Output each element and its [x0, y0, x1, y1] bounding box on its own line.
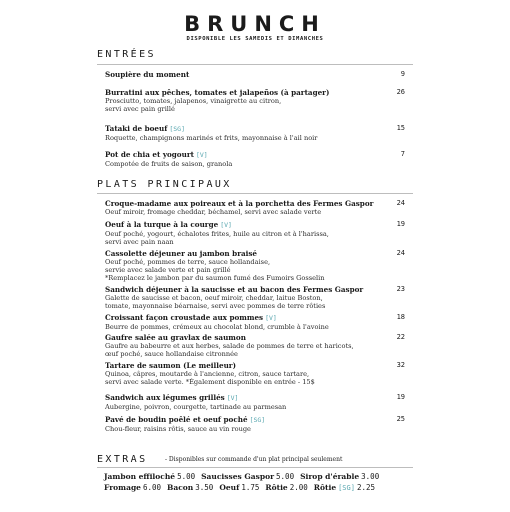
extra-name: Rôtie	[265, 483, 288, 492]
item-description: Compotée de fruits de saison, granola	[105, 160, 233, 168]
extra-price: 3.00	[361, 472, 380, 481]
menu-item	[105, 88, 405, 113]
extra-name: Jambon effiloché	[104, 472, 176, 481]
item-name: Soupière du moment	[105, 70, 190, 79]
extra-name: Fromage	[104, 483, 141, 492]
item-name: Sandwich aux légumes grillés [V]	[105, 393, 239, 402]
item-description: Prosciutto, tomates, jalapenos, vinaigrette au citron,	[105, 97, 282, 105]
item-price: 7	[400, 150, 405, 158]
item-price: 9	[400, 70, 405, 78]
dietary-tag: [SG]	[338, 484, 355, 492]
extra-price: 5.00	[177, 472, 196, 481]
extra-name: Sirop d'érable	[300, 472, 360, 481]
item-description: *Remplacez le jambon par du saumon fumé des Fumoirs Gosselin	[105, 274, 325, 282]
item-price: 18	[396, 313, 405, 321]
dietary-tag: [SG]	[169, 125, 185, 133]
extra-price: 5.00	[276, 472, 295, 481]
item-price: 15	[396, 124, 405, 132]
extra-price: 6.00	[142, 483, 162, 492]
menu-subtitle: DISPONIBLE LES SAMEDIS ET DIMANCHES	[186, 36, 324, 42]
extras-note: - Disponibles sur commande d'un plat principal seulement	[165, 456, 343, 463]
menu-item	[105, 361, 405, 386]
item-name: Burratini aux pêches, tomates et jalapeños (à partager)	[105, 88, 330, 97]
item-name: Tataki de boeuf [SG]	[105, 124, 185, 133]
extra-price: 1.75	[241, 483, 260, 492]
item-description: tomate, mayonnaise béarnaise, servi avec pommes de terre rôties	[105, 302, 326, 310]
section-divider	[97, 467, 413, 468]
menu-item	[105, 415, 405, 433]
menu-item	[105, 70, 405, 79]
section-title-extras: EXTRAS	[97, 454, 148, 465]
extra-name: Oeuf	[219, 483, 240, 492]
item-price: 19	[396, 220, 405, 228]
dietary-tag: [V]	[220, 221, 232, 229]
menu-item	[105, 124, 405, 142]
item-price: 24	[396, 249, 405, 257]
item-price: 23	[396, 285, 405, 293]
extra-price: 3.50	[195, 483, 214, 492]
item-name: Cassolette déjeuner au jambon braisé	[105, 249, 257, 258]
menu-item	[105, 393, 405, 411]
item-price: 32	[396, 361, 405, 369]
item-name: Sandwich déjeuner à la saucisse et au bacon des Fermes Gaspor	[105, 285, 364, 294]
item-description: Oeuf poché, pommes de terre, sauce hollandaise,	[105, 258, 271, 266]
extra-name: Rôtie	[313, 483, 337, 492]
section-divider	[97, 64, 413, 65]
item-name: Pot de chia et yogourt [V]	[105, 150, 208, 159]
item-description: Roquette, champignons marinés et frits, mayonnaise à l'ail noir	[105, 134, 318, 142]
extra-name: Bacon	[167, 483, 194, 492]
item-price: 22	[396, 333, 405, 341]
item-description: servi avec pain naan	[105, 238, 174, 246]
item-description: œuf poché, sauce hollandaise citronnée	[105, 350, 238, 358]
dietary-tag: [V]	[226, 394, 239, 402]
extras-row	[104, 472, 385, 481]
item-price: 25	[396, 415, 405, 423]
dietary-tag: [SG]	[249, 416, 266, 424]
item-description: Beurre de pommes, crémeux au chocolat blond, crumble à l'avoine	[105, 323, 329, 331]
dietary-tag: [V]	[195, 151, 208, 159]
section-title-entrees: ENTRÉES	[97, 49, 156, 60]
item-description: Chou-fleur, raisins rôtis, sauce au vin rouge	[105, 425, 251, 433]
item-description: Aubergine, poivron, courgette, tartinade au parmesan	[105, 403, 287, 411]
section-title-plats: PLATS PRINCIPAUX	[97, 179, 232, 190]
item-name: Croissant façon croustade aux pommes [V]	[105, 313, 277, 322]
extras-row	[104, 483, 381, 492]
item-name: Oeuf à la turque à la courge [V]	[105, 220, 232, 229]
extra-name: Saucisses Gaspor	[201, 472, 275, 481]
menu-item	[105, 333, 405, 358]
item-description: servi avec pain grillé	[105, 105, 175, 113]
item-name: Croque-madame aux poireaux et à la porchetta des Fermes Gaspor	[105, 199, 374, 208]
item-description: Galette de saucisse et bacon, oeuf miroir, cheddar, laitue Boston,	[105, 294, 323, 302]
item-price: 24	[396, 199, 405, 207]
dietary-tag: [V]	[265, 314, 277, 322]
menu-item	[105, 249, 405, 282]
item-description: Oeuf miroir, fromage cheddar, béchamel, servi avec salade verte	[105, 208, 322, 216]
menu-item	[105, 220, 405, 246]
item-description: servi avec salade verte. *Également disponible en entrée - 15$	[105, 378, 315, 386]
item-description: servie avec salade verte et pain grillé	[105, 266, 231, 274]
extra-price: 2.25	[356, 483, 376, 492]
item-price: 19	[396, 393, 405, 401]
item-name: Tartare de saumon (Le meilleur)	[105, 361, 236, 370]
menu-item	[105, 199, 405, 216]
menu-item	[105, 150, 405, 168]
item-description: Gaufre au babeurre et aux herbes, salade de pommes de terre et haricots,	[105, 342, 354, 350]
menu-item	[105, 285, 405, 310]
item-price: 26	[396, 88, 405, 96]
item-description: Oeuf poché, yogourt, échalotes frites, huile au citron et à l'harissa,	[105, 230, 329, 238]
extra-price: 2.00	[289, 483, 308, 492]
item-name: Pavé de boudin poêlé et oeuf poché [SG]	[105, 415, 266, 424]
item-description: Quinoa, câpres, moutarde à l'ancienne, citron, sauce tartare,	[105, 370, 310, 378]
menu-item	[105, 313, 405, 331]
section-divider	[97, 193, 413, 194]
menu-title: BRUNCH	[184, 12, 326, 36]
item-name: Gaufre salée au gravlax de saumon	[105, 333, 246, 342]
